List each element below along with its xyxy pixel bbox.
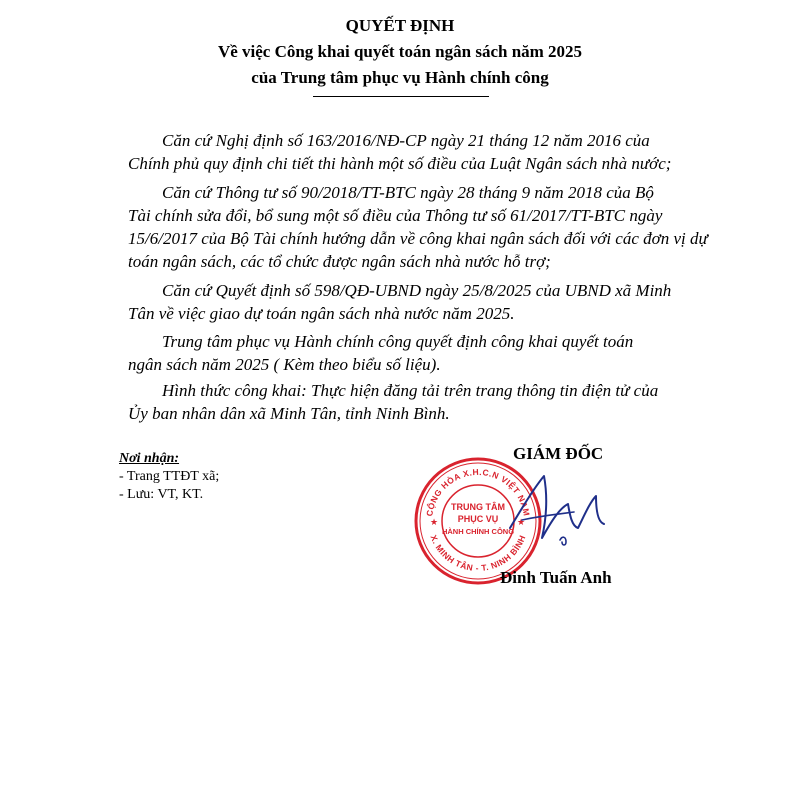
seal-center-line2: PHỤC VỤ — [457, 514, 499, 524]
recipients-label: Nơi nhận: — [119, 451, 180, 466]
title-underline — [313, 96, 489, 97]
paragraph-line: Hình thức công khai: Thực hiện đăng tải trên trang thông tin điện tử của — [162, 381, 659, 400]
paragraph-rest: ngân sách năm 2025 ( Kèm theo biểu số liệu). — [128, 355, 441, 374]
document-subtitle-line2: của Trung tâm phục vụ Hành chính công — [251, 68, 549, 87]
seal-star-left: ★ — [430, 517, 439, 527]
seal-outer-top-text: CỘNG HÒA X.H.C.N VIỆT NAM — [424, 466, 532, 518]
paragraph-line: Trung tâm phục vụ Hành chính công quyết định công khai quyết toán — [162, 332, 634, 351]
recipients-block — [119, 450, 219, 504]
paragraph-rest: Tân về việc giao dự toán ngân sách nhà nước năm 2025. — [128, 304, 515, 323]
seal-star-right: ★ — [517, 517, 526, 527]
paragraph-decision — [128, 330, 718, 376]
paragraph-line: Căn cứ Quyết định số 598/QĐ-UBND ngày 25/8/2025 của UBND xã Minh — [162, 281, 672, 300]
paragraph-rest: Chính phủ quy định chi tiết thi hành một số điều của Luật Ngân sách nhà nước; — [128, 154, 672, 173]
signer-name: Đinh Tuấn Anh — [500, 568, 612, 587]
paragraph-line: Căn cứ Nghị định số 163/2016/NĐ-CP ngày 21 tháng 12 năm 2016 của — [162, 131, 650, 150]
paragraph-legal-basis-3 — [128, 279, 718, 325]
paragraph-rest: Ủy ban nhân dân xã Minh Tân, tỉnh Ninh Bình. — [128, 404, 450, 423]
recipient-item: - Trang TTĐT xã; — [119, 469, 220, 484]
seal-center-line1: TRUNG TÂM — [451, 502, 505, 512]
paragraph-line: Căn cứ Thông tư số 90/2018/TT-BTC ngày 28 tháng 9 năm 2018 của Bộ — [162, 183, 654, 202]
paragraph-disclosure-form — [128, 379, 718, 425]
recipient-item: - Lưu: VT, KT. — [119, 487, 204, 502]
handwritten-signature — [500, 468, 610, 558]
document-subtitle-line1: Về việc Công khai quyết toán ngân sách năm 2025 — [217, 42, 583, 61]
paragraph-legal-basis-1 — [128, 129, 718, 175]
paragraph-legal-basis-2 — [128, 181, 718, 273]
seal-outer-bottom-text: X. MINH TÂN - T. NINH BÌNH — [428, 533, 528, 574]
document-title: QUYẾT ĐỊNH — [345, 16, 455, 35]
paragraph-rest: Tài chính sửa đổi, bổ sung một số điều của Thông tư số 61/2017/TT-BTC ngày 15/6/2017 của Bộ Tài chính hướng dẫn về công khai ngân sách đối với các đơn vị dự toán ngân sách, các tổ chức được ngân sách nhà nước hỗ trợ; — [128, 206, 708, 271]
signer-role: GIÁM ĐỐC — [513, 444, 604, 463]
seal-center-line3: HÀNH CHÍNH CÔNG — [441, 527, 515, 536]
